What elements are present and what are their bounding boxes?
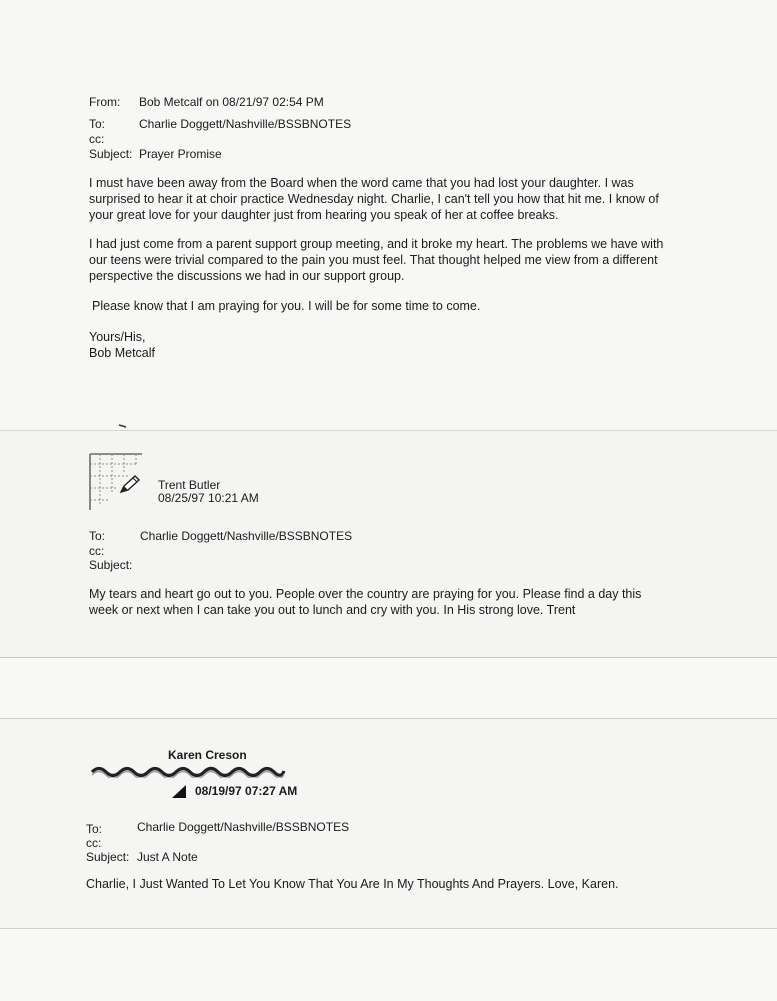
body-line: Please know that I am praying for you. I will be for some time to come. (92, 299, 481, 313)
scan-mark-icon (118, 424, 128, 428)
wave-divider-icon (90, 762, 286, 778)
sender-name: Trent Butler (158, 478, 221, 492)
sender-name: Karen Creson (168, 748, 247, 762)
cc-label: cc: (89, 132, 105, 146)
to-label: To: (86, 822, 103, 836)
body-line: surprised to hear it at choir practice Wednesday night. Charlie, I can't tell you how that hit me. I know of (89, 192, 659, 206)
body-line: perspective the discussions we had in our support group. (89, 269, 405, 283)
body-line: week or next when I can take you out to lunch and cry with you. In His strong love. Trent (89, 603, 576, 617)
subject-value: Just A Note (137, 850, 198, 864)
subject-label: Subject: (89, 558, 133, 572)
subject-label: Subject: (89, 147, 133, 161)
signature: Bob Metcalf (89, 346, 156, 360)
to-value: Charlie Doggett/Nashville/BSSBNOTES (140, 529, 353, 543)
closing: Yours/His, (89, 330, 146, 344)
subject-label: Subject: (86, 850, 130, 864)
blank-strip-bottom (0, 928, 777, 1001)
blank-strip (0, 657, 777, 719)
subject-value: Prayer Promise (139, 147, 222, 161)
body-line: I had just come from a parent support group meeting, and it broke my heart. The problems we have with (89, 237, 664, 251)
sent-datetime: 08/25/97 10:21 AM (158, 491, 259, 505)
to-value: Charlie Doggett/Nashville/BSSBNOTES (139, 117, 352, 131)
memo-strip-3 (0, 718, 777, 929)
body-line: your great love for your daughter just from hearing you speak of her at coffee breaks. (89, 208, 559, 222)
triangle-icon (171, 784, 187, 799)
to-value: Charlie Doggett/Nashville/BSSBNOTES (137, 820, 350, 834)
body-line: My tears and heart go out to you. People over the country are praying for you. Please find a day this (89, 587, 642, 601)
body-line: our teens were trivial compared to the pain you must feel. That thought helped me view from a different (89, 253, 658, 267)
cc-label: cc: (86, 836, 102, 850)
body-line: I must have been away from the Board when the word came that you had lost your daughter. I was (89, 176, 634, 190)
to-label: To: (89, 529, 106, 543)
from-label: From: (89, 95, 121, 109)
pencil-icon (118, 473, 142, 495)
sent-datetime: 08/19/97 07:27 AM (195, 784, 298, 798)
cc-label: cc: (89, 544, 105, 558)
from-value: Bob Metcalf on 08/21/97 02:54 PM (139, 95, 324, 109)
to-label: To: (89, 117, 106, 131)
body-line: Charlie, I Just Wanted To Let You Know That You Are In My Thoughts And Prayers. Love, Karen. (86, 877, 619, 891)
